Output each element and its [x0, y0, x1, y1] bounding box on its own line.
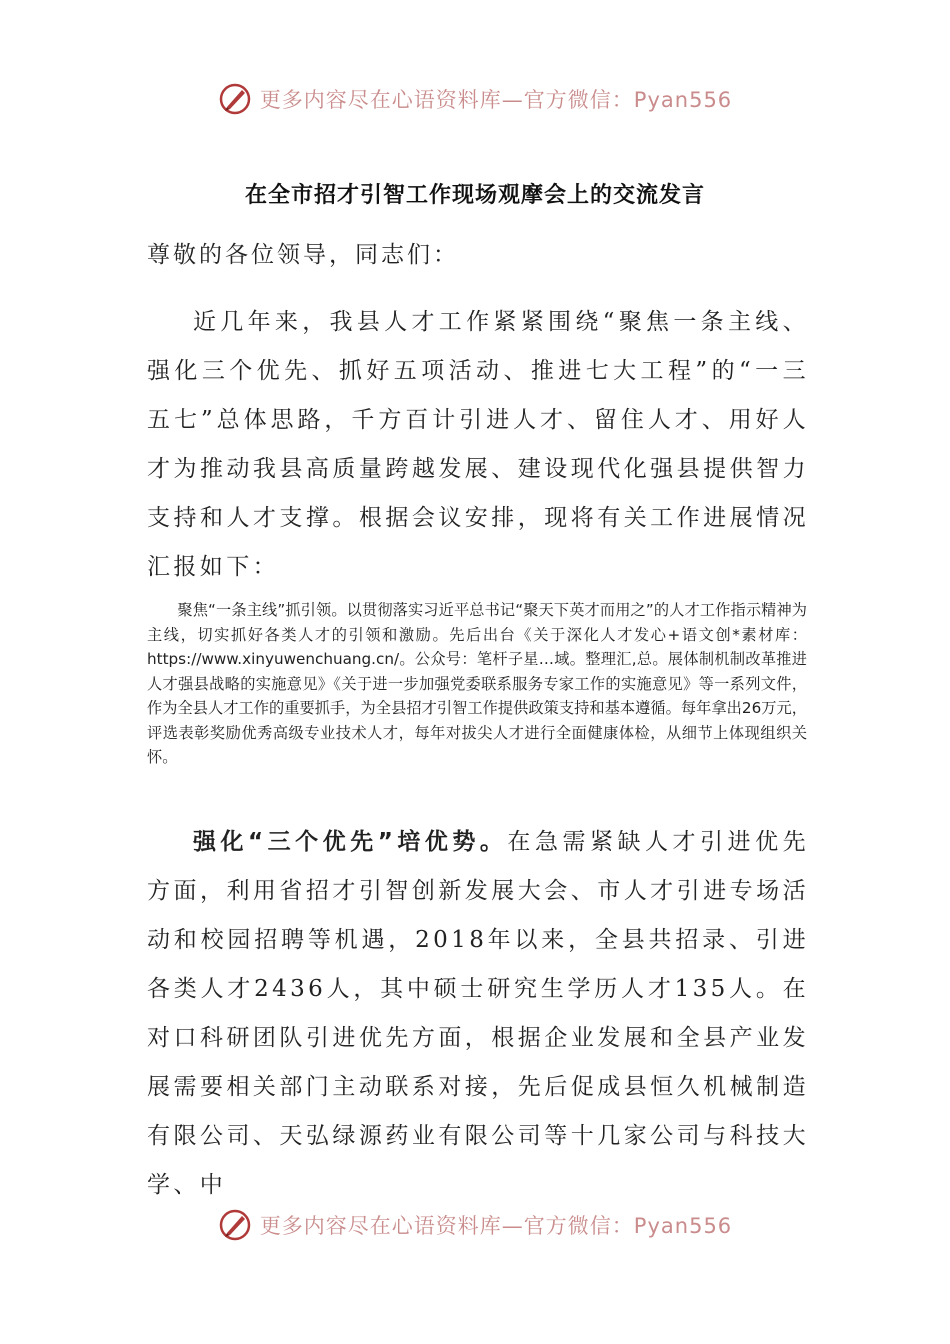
pen-logo-icon: [218, 1208, 252, 1242]
salutation: 尊敬的各位领导，同志们：: [147, 242, 459, 268]
watermark-text: 更多内容尽在心语资料库—官方微信：Pyan556: [259, 88, 733, 112]
header-watermark-banner: [0, 82, 950, 116]
paragraph-intro: 近几年来，我县人才工作紧紧围绕“聚焦一条主线、强化三个优先、抓好五项活动、推进七大工程”的“一三五七”总体思路，千方百计引进人才、留住人才、用好人才为推动我县高质量跨越发展、建设现代化强县提供智力支持和人才支撑。根据会议安排，现将有关工作进展情况汇报如下：: [147, 309, 809, 580]
pen-logo-icon: [218, 82, 252, 116]
paragraph-body: 在急需紧缺人才引进优先方面，利用省招才引智创新发展大会、市人才引进专场活动和校园招聘等机遇，2018年以来，全县共招录、引进各类人才2436人，其中硕士研究生学历人才135人。在对口科研团队引进优先方面，根据企业发展和全县产业发展需要相关部门主动联系对接，先后促成县恒久机械制造有限公司、天弘绿源药业有限公司等十几家公司与科技大学、中: [147, 829, 809, 1198]
paragraph-main-line: 聚焦“一条主线”抓引领。以贯彻落实习近平总书记“聚天下英才而用之”的人才工作指示精神为主线，切实抓好各类人才的引领和激励。先后出台《关于深化人才发心+语文创*素材库：https://www.xinyuwenchuang.cn/。公众号：笔杆子星…域。整理汇,总。展体制机制改革推进人才强县战略的实施意见》《关于进一步加强党委联系服务专家工作的实施意见》等一系列文件，作为全县人才工作的重要抓手，为全县招才引智工作提供政策支持和基本遵循。每年拿出26万元，评选表彰奖励优秀高级专业技术人才，每年对拔尖人才进行全面健康体检，从细节上体现组织关怀。: [147, 601, 807, 766]
paragraph-three-priorities: [147, 818, 809, 1210]
document-title: 在全市招才引智工作现场观摩会上的交流发言: [244, 183, 705, 208]
footer-watermark-banner: [0, 1208, 950, 1242]
paragraph-lead-heading: 强化“三个优先”培优势。: [193, 829, 508, 855]
watermark-text: 更多内容尽在心语资料库—官方微信：Pyan556: [259, 1214, 733, 1238]
